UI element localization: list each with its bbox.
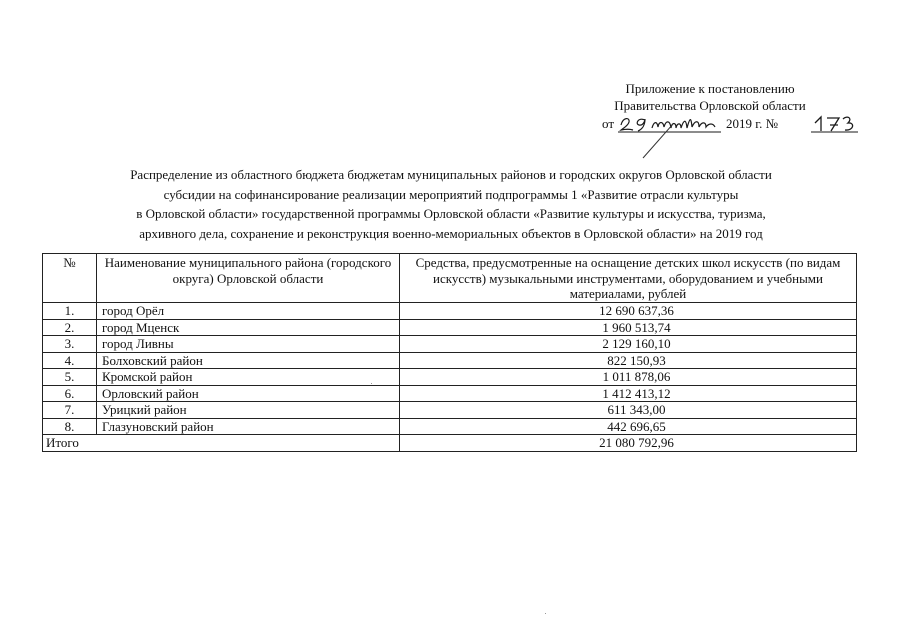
- row-amount: 822 150,93: [400, 352, 857, 369]
- appendix-line-1: Приложение к постановлению: [625, 81, 795, 96]
- row-district: город Мценск: [97, 319, 400, 336]
- row-district: Орловский район: [97, 385, 400, 402]
- title-line-4: архивного дела, сохранение и реконструкция военно-мемориальных объектов в Орловской области» на 2019 год: [139, 225, 763, 241]
- title-line-2: субсидии на софинансирование реализации мероприятий подпрограммы 1 «Развитие отрасли культуры: [163, 186, 739, 202]
- table-row: [43, 336, 857, 353]
- row-number: 5.: [43, 369, 97, 386]
- handwritten-number: [811, 114, 859, 136]
- signature-stroke: [640, 122, 676, 160]
- row-amount: 611 343,00: [400, 402, 857, 419]
- header-district-name: Наименование муниципального района (городского округа) Орловской области: [97, 254, 400, 303]
- row-number: 7.: [43, 402, 97, 419]
- table-row: [43, 369, 857, 386]
- title-line-3: в Орловской области» государственной программы Орловской области «Развитие культуры и искусства, туризма,: [136, 206, 766, 221]
- table-row: [43, 303, 857, 320]
- table-row: [43, 352, 857, 369]
- appendix-line-2: Правительства Орловской области: [614, 98, 806, 113]
- row-number: 8.: [43, 418, 97, 435]
- row-district: город Ливны: [97, 336, 400, 353]
- row-number: 4.: [43, 352, 97, 369]
- table-row: [43, 402, 857, 419]
- table-row: [43, 319, 857, 336]
- row-amount: 442 696,65: [400, 418, 857, 435]
- table-total-row: [43, 435, 857, 452]
- row-number: 6.: [43, 385, 97, 402]
- title-line-1: Распределение из областного бюджета бюджетам муниципальных районов и городских округов Орловской области: [130, 167, 772, 182]
- appendix-date-prefix: от: [602, 116, 615, 131]
- row-number: 3.: [43, 336, 97, 353]
- row-district: Болховский район: [97, 352, 400, 369]
- row-district: Кромской район: [97, 369, 400, 386]
- row-amount: 1 412 413,12: [400, 385, 857, 402]
- row-number: 2.: [43, 319, 97, 336]
- total-label: Итого: [43, 435, 400, 452]
- row-district: город Орёл: [97, 303, 400, 320]
- appendix-header: [560, 80, 860, 134]
- table-header-row: [43, 254, 857, 303]
- header-number: №: [43, 254, 97, 303]
- appendix-line-3: [560, 114, 860, 134]
- row-amount: 1 960 513,74: [400, 319, 857, 336]
- scan-speck: [545, 613, 546, 614]
- header-amount: Средства, предусмотренные на оснащение детских школ искусств (по видам искусств) музыкальными инструментами, оборудованием и учебными материалами, рублей: [400, 254, 857, 303]
- row-district: Урицкий район: [97, 402, 400, 419]
- table-row: [43, 418, 857, 435]
- row-amount: 2 129 160,10: [400, 336, 857, 353]
- table-row: [43, 385, 857, 402]
- row-amount: 12 690 637,36: [400, 303, 857, 320]
- row-amount: 1 011 878,06: [400, 369, 857, 386]
- appendix-year-and-number-label: 2019 г. №: [726, 116, 779, 131]
- subsidy-table: [42, 253, 857, 452]
- row-district: Глазуновский район: [97, 418, 400, 435]
- scan-speck: [371, 383, 372, 384]
- total-amount: 21 080 792,96: [400, 435, 857, 452]
- row-number: 1.: [43, 303, 97, 320]
- document-title: [40, 165, 862, 243]
